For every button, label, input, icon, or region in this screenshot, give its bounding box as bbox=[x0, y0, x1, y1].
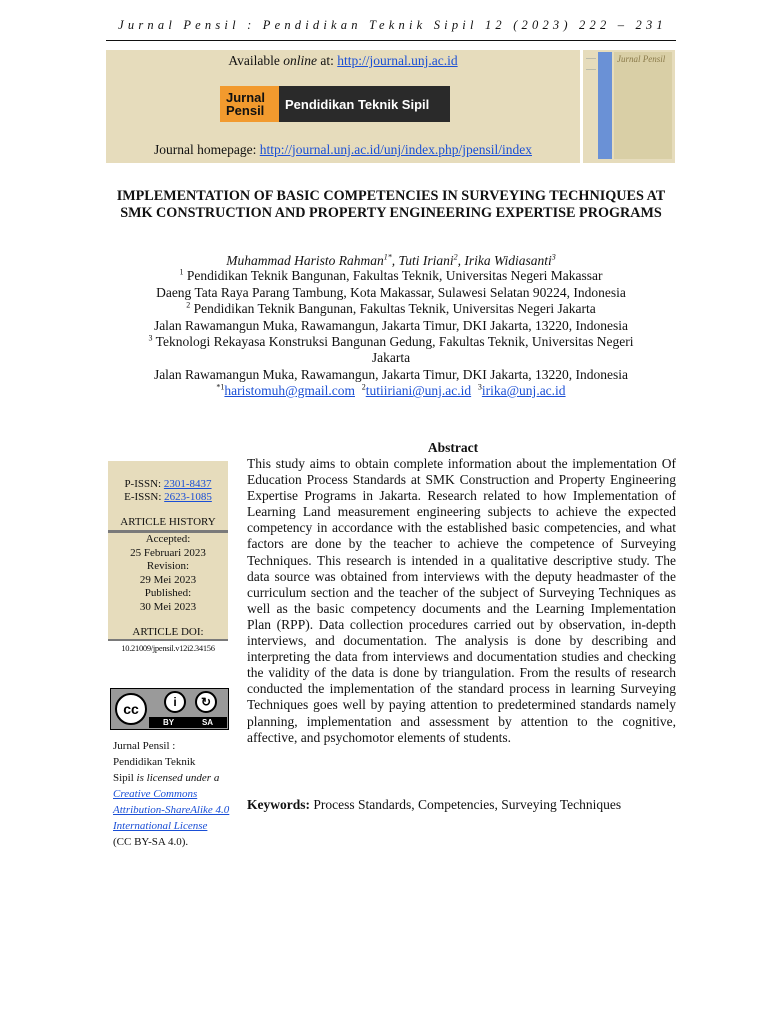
paper-title: IMPLEMENTATION OF BASIC COMPETENCIES IN SURVEYING TECHNIQUES AT SMK CONSTRUCTION AND PROPERTY ENGINEERING EXPERTISE PROGRAMS bbox=[116, 188, 666, 221]
logo-left-block bbox=[220, 86, 279, 122]
cc-icon: cc bbox=[115, 693, 147, 725]
accepted-label: Accepted: bbox=[145, 533, 191, 545]
email-2-link[interactable]: tutiiriani@unj.ac.id bbox=[365, 383, 472, 398]
attribution-icon: i bbox=[164, 691, 186, 713]
pissn-link[interactable]: 2301-8437 bbox=[163, 478, 212, 490]
author-emails bbox=[106, 383, 676, 399]
eissn-label: E-ISSN: bbox=[124, 491, 165, 503]
share-alike-icon: ↻ bbox=[195, 691, 217, 713]
abstract-body: This study aims to obtain complete information about the implementation Of Education Process Standards at SMK Construction and Property Engineering Expertise Programs in Jakarta. Research related to how Implementation of Learning Land measurement engineering subjects to achieve the expected competency in accordance with the established basic competencies, and what factors are done by the teacher to achieve the competence of Surveying Techniques. This research is intended in a qualitative descriptive study. The data source was obtained from interviews with the deputy headmaster of the curriculum section and the teacher of the subject of Surveying Techniques as well as the basic competency documents and the Learning Implementation Plan (RPP). Data collection procedures carried out by observation, in-depth interviews, and documentation. The analysis is done by describing and interpreting the data from interviews and documentation studies and checking the validity of the data is done by triangulation. From the results of research conducted the implementation of the standard process in learning Surveying Techniques goes well by paying attention to predetermined standards namely planning, implementation and assessment by attention to the cognitive, affective, and psychomotor elements of students. bbox=[247, 456, 676, 745]
journal-site-link[interactable]: http://journal.unj.ac.id bbox=[337, 53, 458, 68]
keywords-label: Keywords: bbox=[247, 797, 310, 812]
revision-label: Revision: bbox=[146, 560, 190, 572]
cc-bar bbox=[149, 717, 227, 728]
journal-logo bbox=[220, 86, 450, 122]
journal-homepage-line bbox=[106, 142, 580, 158]
affiliation-1-num: 1 bbox=[179, 267, 184, 277]
logo-word-2: Pensil bbox=[226, 103, 265, 118]
affiliation-3-name: Teknologi Rekayasa Konstruksi Bangunan Gedung, Fakultas Teknik, Universitas Negeri bbox=[152, 334, 634, 349]
logo-word-1: Jurnal bbox=[226, 90, 266, 105]
cover-panel bbox=[614, 52, 672, 159]
cover-decoration bbox=[586, 58, 596, 70]
license-line-3 bbox=[113, 770, 231, 786]
license-line-1: Jurnal Pensil : bbox=[113, 740, 176, 752]
article-doi-heading: ARTICLE DOI: bbox=[132, 626, 204, 638]
homepage-label: Journal homepage: bbox=[154, 142, 260, 157]
author-2: Tuti Iriani bbox=[398, 253, 454, 268]
article-info-sidebar bbox=[108, 461, 228, 656]
license-suffix: (CC BY-SA 4.0). bbox=[113, 836, 189, 848]
available-online-line bbox=[106, 53, 580, 69]
email-3-link[interactable]: irika@unj.ac.id bbox=[481, 383, 566, 398]
license-line-3a: Sipil bbox=[113, 772, 137, 784]
eissn-link[interactable]: 2623-1085 bbox=[164, 491, 212, 503]
sa-label: SA bbox=[201, 718, 214, 727]
accepted-date: 25 Februari 2023 bbox=[130, 547, 206, 559]
available-prefix: Available bbox=[228, 53, 284, 68]
affiliation-1 bbox=[110, 268, 672, 285]
article-history-heading: ARTICLE HISTORY bbox=[120, 516, 216, 528]
email-1-link[interactable]: haristomuh@gmail.com bbox=[224, 383, 355, 398]
affiliation-2-num: 2 bbox=[186, 300, 191, 310]
available-at: at: bbox=[317, 53, 338, 68]
keywords-text: Process Standards, Competencies, Surveying Techniques bbox=[310, 797, 622, 812]
published-label: Published: bbox=[144, 587, 192, 599]
license-line-3b: is licensed under a bbox=[136, 772, 220, 784]
affiliation-1-address: Daeng Tata Raya Parang Tambung, Kota Makassar, Sulawesi Selatan 90224, Indonesia bbox=[156, 285, 626, 300]
license-text bbox=[113, 738, 231, 850]
license-link[interactable]: Creative Commons Attribution-ShareAlike 4.0 International License bbox=[113, 788, 230, 832]
affiliation-3-address: Jalan Rawamangun Muka, Rawamangun, Jakarta Timur, DKI Jakarta, 13220, Indonesia bbox=[153, 367, 629, 382]
article-doi[interactable]: 10.21009/jpensil.v12i2.34156 bbox=[108, 641, 228, 656]
affiliation-3 bbox=[110, 334, 672, 351]
header-rule bbox=[106, 40, 676, 41]
affiliation-2-name: Pendidikan Teknik Bangunan, Fakultas Teknik, Universitas Negeri Jakarta bbox=[190, 301, 596, 316]
license-line-2: Pendidikan Teknik bbox=[113, 756, 196, 768]
cover-spine bbox=[598, 52, 612, 159]
email-1-sup: *1 bbox=[216, 382, 225, 392]
published-date: 30 Mei 2023 bbox=[139, 601, 197, 613]
affiliation-1-name: Pendidikan Teknik Bangunan, Fakultas Teknik, Universitas Negeri Makassar bbox=[183, 268, 603, 283]
author-2-sup: 2 bbox=[453, 252, 458, 262]
logo-right-block: Pendidikan Teknik Sipil bbox=[279, 86, 450, 122]
keywords-line bbox=[247, 797, 621, 813]
pissn-label: P-ISSN: bbox=[124, 478, 164, 490]
author-list: Muhammad Haristo Rahman$^{1*}$, Tuti Iriani$^2$, Irika Widiasanti$^3$ bbox=[226, 252, 556, 268]
pissn-line bbox=[108, 478, 228, 490]
available-online-word: online bbox=[283, 53, 317, 68]
affiliation-2-address: Jalan Rawamangun Muka, Rawamangun, Jakarta Timur, DKI Jakarta, 13220, Indonesia bbox=[153, 318, 629, 333]
by-label: BY bbox=[162, 718, 175, 727]
author-3: Irika Widiasanti bbox=[464, 253, 552, 268]
revision-date: 29 Mei 2023 bbox=[139, 574, 197, 586]
affiliation-2 bbox=[110, 301, 672, 318]
cc-by-sa-badge[interactable] bbox=[110, 688, 229, 730]
homepage-link[interactable]: http://journal.unj.ac.id/unj/index.php/jpensil/index bbox=[259, 142, 532, 157]
author-1-sup: 1* bbox=[383, 252, 392, 262]
affiliation-3-name-cont: Jakarta bbox=[371, 350, 411, 365]
eissn-line bbox=[108, 491, 228, 503]
journal-running-header: Jurnal Pensil : Pendidikan Teknik Sipil 12 (2023) 222 – 231 bbox=[118, 18, 667, 32]
affiliation-3-num: 3 bbox=[148, 333, 153, 343]
email-2-sup: 2 bbox=[361, 382, 366, 392]
author-1: Muhammad Haristo Rahman bbox=[226, 253, 384, 268]
email-3-sup: 3 bbox=[477, 382, 482, 392]
abstract-heading: Abstract bbox=[427, 440, 479, 455]
cover-title: Jurnal Pensil bbox=[617, 54, 666, 64]
author-3-sup: 3 bbox=[551, 252, 556, 262]
